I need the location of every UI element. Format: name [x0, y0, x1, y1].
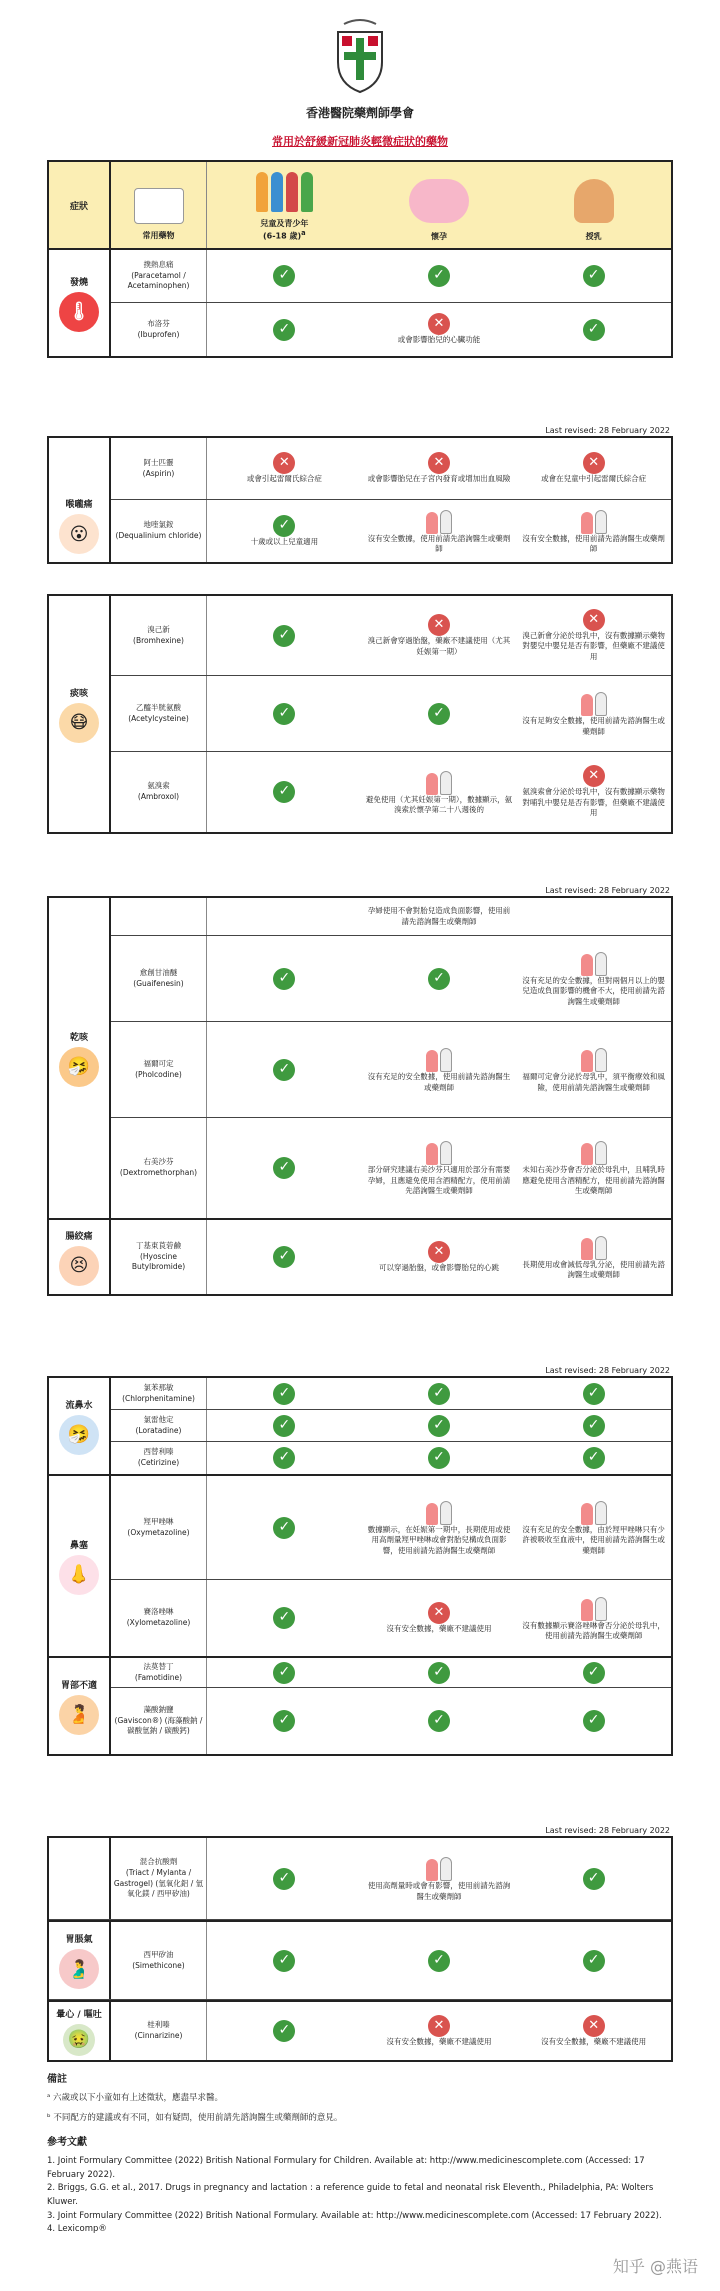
check-icon: ✓ [273, 1517, 295, 1539]
table-row: 氯苯那敏 (Chlorphenitamine) ✓ ✓ ✓ [111, 1378, 671, 1410]
table-row: 賽洛唑啉 (Xylometazoline) ✓ ✕ 沒有安全數據，藥廠不建議使用 沒有數據顯示賽洛唑啉會否分泌於母乳中，使用前請先諮詢醫生或藥劑師 [111, 1580, 671, 1656]
symptom-sore-throat: 喉嚨痛 😮 [49, 438, 111, 562]
check-icon: ✓ [273, 1447, 295, 1469]
header-pregnancy: 懷孕 [362, 162, 517, 248]
references-heading: 參考文獻 [47, 2137, 87, 2149]
table-row: 羥甲唑啉 (Oxymetazoline) ✓ 數據顯示，在妊娠第一期中，長期使用或使用高劑量羥甲唑啉或會對胎兒構成負面影響，使用前請先諮詢醫生或藥劑師 沒有充足的安全數據，由於羥甲唑啉只有少許被吸收至血液中，使用前請先諮詢醫生或藥劑師 [111, 1476, 671, 1580]
check-icon: ✓ [273, 1868, 295, 1890]
check-icon: ✓ [583, 1383, 605, 1405]
table-row: 福爾可定 (Pholcodine) ✓ 沒有充足的安全數據，使用前請先諮詢醫生或藥劑師 福爾可定會分泌於母乳中，須平衡療效和風險，使用前請先諮詢醫生或藥劑師 [111, 1022, 671, 1118]
table-row: 右美沙芬 (Dextromethorphan) ✓ 部分研究建議右美沙芬只適用於部分有需要孕婦，且應避免使用含酒精配方，使用前請先諮詢醫生或藥劑師 未知右美沙芬會否分泌於母乳中，且哺乳時應避免使用含酒精配方，使用前請先諮詢醫生或藥劑師 [111, 1118, 671, 1218]
check-icon: ✓ [583, 1415, 605, 1437]
table-row: 胃脹氣 🫃 西甲矽油 (Simethicone) ✓ ✓ ✓ [49, 1920, 671, 2000]
table-row: 法莫替丁 (Famotidine) ✓ ✓ ✓ [111, 1658, 671, 1688]
check-icon: ✓ [273, 1662, 295, 1684]
reference-item: 4. Lexicomp® [47, 2224, 107, 2235]
table-row: 暈心 / 嘔吐 🤢 桂利嗪 (Cinnarizine) ✓ ✕ 沒有安全數據，藥廠不建議使用 ✕ 沒有安全數據，藥廠不建議使用 [49, 2000, 671, 2060]
note-a: ᵃ 六歲或以下小童如有上述徵狀，應盡早求醫。 [47, 2093, 224, 2103]
bloating-icon: 🫃 [59, 1949, 99, 1989]
check-icon: ✓ [273, 781, 295, 803]
symptom-fever: 發燒 🌡 [49, 250, 111, 356]
symptom-cramp: 腸絞痛 😣 [49, 1220, 111, 1294]
table-row: 溴己新 (Bromhexine) ✓ ✕ 溴己新會穿過胎盤，藥廠不建議使用（尤其妊娠第一期） ✕ 溴己新會分泌於母乳中，沒有數據顯示藥物對嬰兒中嬰兒是否有影響，但藥廠不建議使用 [111, 596, 671, 676]
table-row: 撲熱息痛 (Paracetamol / Acetaminophen) ✓ ✓ ✓ [111, 250, 671, 303]
reference-item: 1. Joint Formulary Committee (2022) British National Formulary for Children. Available at: http://www.medicinescomplete.com (Accessed: 17 February 2022). [47, 2156, 645, 2180]
runny-nose-icon: 🤧 [59, 1415, 99, 1455]
check-icon: ✓ [273, 319, 295, 341]
breastfeeding-icon [574, 179, 614, 223]
cross-icon: ✕ [428, 452, 450, 474]
notes-section [47, 2066, 677, 2237]
check-icon: ✓ [428, 703, 450, 725]
org-name: 香港醫院藥劑師學會 [305, 106, 414, 120]
symptom-phlegm: 痰咳 😷 [49, 596, 111, 832]
stomach-icon: 🫄 [59, 1695, 99, 1735]
cross-icon: ✕ [583, 609, 605, 631]
cross-icon: ✕ [428, 1241, 450, 1263]
consult-doctor-icon [422, 1139, 456, 1165]
consult-doctor-icon [577, 508, 611, 534]
coughing-person-icon: 🤧 [59, 1047, 99, 1087]
cross-icon: ✕ [428, 1602, 450, 1624]
check-icon: ✓ [583, 1447, 605, 1469]
symptom-stomach: 胃部不適 🫄 [49, 1658, 111, 1754]
table-sore-throat [47, 436, 673, 564]
symptom-dry-cough: 乾咳 🤧 [49, 898, 111, 1218]
check-icon: ✓ [273, 1157, 295, 1179]
table-row: 乙醯半胱氨酸 (Acetylcysteine) ✓ ✓ 沒有足夠安全數據，使用前請先諮詢醫生或藥劑師 [111, 676, 671, 752]
check-icon: ✓ [583, 1710, 605, 1732]
cross-icon: ✕ [583, 452, 605, 474]
header-children: 兒童及青少年 (6-18 歲)$^a$ [207, 162, 362, 248]
nausea-icon: 🤢 [63, 2024, 95, 2056]
check-icon: ✓ [273, 1059, 295, 1081]
check-icon: ✓ [583, 265, 605, 287]
table-row: 藻酸鈉鹽 (Gaviscon®) (海藻酸鈉 / 碳酸氫鈉 / 碳酸鈣) ✓ ✓ ✓ [111, 1688, 671, 1754]
symptom-blocked-nose: 鼻塞 👃 [49, 1476, 111, 1656]
check-icon: ✓ [273, 515, 295, 537]
symptom-runny-nose: 流鼻水 🤧 [49, 1378, 111, 1474]
check-icon: ✓ [583, 1950, 605, 1972]
table-nose-stomach [47, 1376, 673, 1756]
header-drug: 常用藥物 [111, 162, 207, 248]
cross-icon: ✕ [583, 765, 605, 787]
table-row: 布洛芬 (Ibuprofen) ✓ ✕ 或會影響胎兒的心臟功能 ✓ [111, 303, 671, 356]
check-icon: ✓ [428, 1950, 450, 1972]
reference-item: 2. Briggs, G.G. et al., 2017. Drugs in pregnancy and lactation : a reference guide to fetal and neonatal risk Eleventh., Philadelphia, PA: Wolters Kluwer. [47, 2183, 654, 2207]
notes-heading: 備註 [47, 2074, 67, 2085]
consult-doctor-icon [422, 1046, 456, 1072]
check-icon: ✓ [273, 1607, 295, 1629]
consult-doctor-icon [422, 769, 456, 795]
pill-box-icon [134, 188, 184, 224]
table-phlegm [47, 594, 673, 834]
consult-doctor-icon [577, 1139, 611, 1165]
check-icon: ✓ [273, 968, 295, 990]
table-row: 丁基東莨菪鹼 (Hyoscine Butylbromide) ✓ ✕ 可以穿過胎盤，或會影響胎兒的心跳 長期使用或會減低母乳分泌，使用前請先諮詢醫生或藥劑師 [111, 1220, 671, 1294]
consult-doctor-icon [577, 1499, 611, 1525]
cross-icon: ✕ [428, 614, 450, 636]
check-icon: ✓ [273, 1246, 295, 1268]
last-revised: Last revised: 28 February 2022 [545, 1366, 670, 1375]
check-icon: ✓ [428, 1710, 450, 1732]
check-icon: ✓ [428, 1447, 450, 1469]
cross-icon: ✕ [428, 313, 450, 335]
check-icon: ✓ [273, 625, 295, 647]
table-antacid [47, 1836, 673, 2062]
symptom-bloating: 胃脹氣 🫃 [49, 1922, 111, 1999]
consult-doctor-icon [577, 950, 611, 976]
stomach-ache-icon: 😣 [59, 1246, 99, 1286]
table-row: 愈創甘油醚 (Guaifenesin) ✓ ✓ 沒有充足的安全數據，但對兩個月以上的嬰兒造成負面影響的機會不大，使用前請先諮詢醫生或藥劑師 [111, 936, 671, 1022]
check-icon: ✓ [273, 1415, 295, 1437]
header-breastfeeding: 授乳 [516, 162, 671, 248]
last-revised: Last revised: 28 February 2022 [545, 886, 670, 895]
page-title: 常用於舒緩新冠肺炎輕微症狀的藥物 [272, 135, 448, 148]
consult-doctor-icon [577, 1046, 611, 1072]
consult-doctor-icon [577, 690, 611, 716]
consult-doctor-icon [577, 1234, 611, 1260]
table-row: 阿士匹靈 (Aspirin) ✕ 或會引起雷爾氏綜合症 ✕ 或會影響胎兒在子宮內發育或增加出血風險 ✕ 或會在兒童中引起雷爾氏綜合症 [111, 438, 671, 500]
consult-doctor-icon [422, 508, 456, 534]
table-header [49, 162, 671, 250]
children-icon [256, 172, 313, 212]
check-icon: ✓ [428, 1662, 450, 1684]
check-icon: ✓ [273, 265, 295, 287]
nose-icon: 👃 [59, 1555, 99, 1595]
check-icon: ✓ [273, 2020, 295, 2042]
table-row: 混合抗酸劑 (Triact / Mylanta / Gastrogel) (氫氧化鋁 / 氫氧化鎂 / 西甲矽油) ✓ 使用高劑量時或會有影響，使用前請先諮詢醫生或藥劑師 ✓ [49, 1838, 671, 1920]
check-icon: ✓ [273, 1950, 295, 1972]
table-row-continued: 孕婦使用不會對胎兒造成負面影響，使用前請先諮詢醫生或藥劑師 [111, 898, 671, 936]
table-row: 氯雷他定 (Loratadine) ✓ ✓ ✓ [111, 1410, 671, 1442]
pregnancy-icon [409, 179, 469, 223]
header [0, 0, 720, 150]
check-icon: ✓ [428, 1383, 450, 1405]
cross-icon: ✕ [273, 452, 295, 474]
society-crest-icon [330, 18, 390, 96]
last-revised: Last revised: 28 February 2022 [545, 1826, 670, 1835]
reference-item: 3. Joint Formulary Committee (2022) British National Formulary. Available at: http://www.medicinescomplete.com (Accessed: 17 February 2022). [47, 2210, 662, 2221]
consult-doctor-icon [422, 1855, 456, 1881]
cross-icon: ✕ [428, 2015, 450, 2037]
throat-icon: 😮 [59, 514, 99, 554]
table-row: 地喹氯銨 (Dequalinium chloride) ✓ 十歲或以上兒童適用 沒有安全數據，使用前請先諮詢醫生或藥劑師 沒有安全數據，使用前請先諮詢醫生或藥劑師 [111, 500, 671, 562]
check-icon: ✓ [428, 265, 450, 287]
table-dry-cough [47, 896, 673, 1296]
check-icon: ✓ [428, 1415, 450, 1437]
consult-doctor-icon [422, 1499, 456, 1525]
table-fever [47, 160, 673, 358]
check-icon: ✓ [273, 1710, 295, 1732]
check-icon: ✓ [273, 703, 295, 725]
thermometer-icon: 🌡 [59, 292, 99, 332]
cross-icon: ✕ [583, 2015, 605, 2037]
note-b: ᵇ 不同配方的建議或有不同，如有疑問，使用前請先諮詢醫生或藥劑師的意見。 [47, 2112, 343, 2123]
check-icon: ✓ [583, 319, 605, 341]
check-icon: ✓ [583, 1868, 605, 1890]
check-icon: ✓ [428, 968, 450, 990]
watermark: 知乎 @燕语 [612, 2257, 698, 2276]
check-icon: ✓ [273, 1383, 295, 1405]
symptom-nausea: 暈心 / 嘔吐 🤢 [49, 2002, 111, 2060]
table-row: 氨溴索 (Ambroxol) ✓ 避免使用（尤其妊娠第一期），數據顯示，氨溴索於懷孕第二十八週後的 ✕ 氨溴索會分泌於母乳中，沒有數據顯示藥物對哺乳中嬰兒是否有影響，但藥廠不建議使用 [111, 752, 671, 832]
coughing-person-icon: 😷 [59, 703, 99, 743]
last-revised: Last revised: 28 February 2022 [545, 426, 670, 435]
check-icon: ✓ [583, 1662, 605, 1684]
table-row: 西替利嗪 (Cetirizine) ✓ ✓ ✓ [111, 1442, 671, 1474]
header-symptom: 症狀 [49, 162, 111, 248]
consult-doctor-icon [577, 1595, 611, 1621]
